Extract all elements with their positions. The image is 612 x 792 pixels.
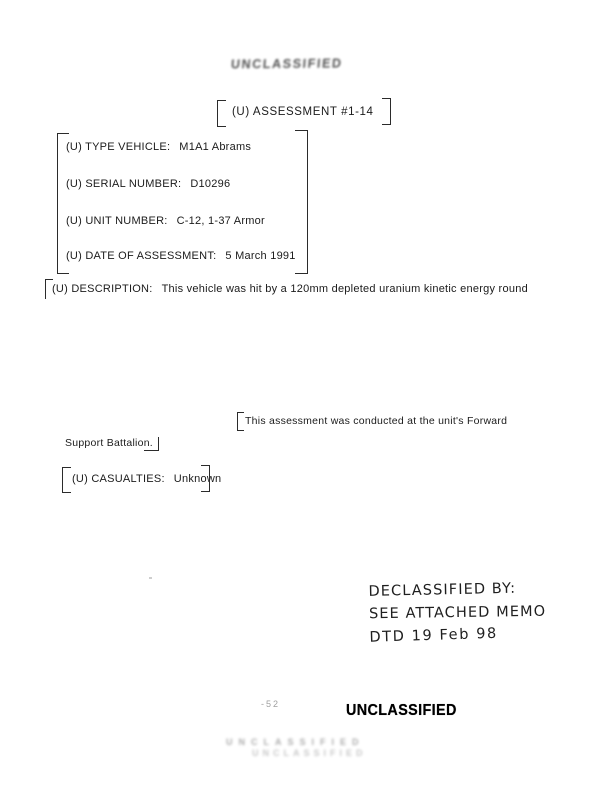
description-label: (U) DESCRIPTION: [52, 283, 153, 295]
bottom-smudge-line2: UNCLASSIFIED [252, 748, 367, 758]
info-block-bracket-right-icon [295, 130, 308, 274]
description-line [52, 283, 528, 295]
scan-artifact-dot [149, 577, 152, 579]
handwritten-line-dtd-date: DTD 19 Feb 98 [369, 625, 499, 646]
casualties-line [72, 473, 221, 485]
assessment-title: (U) ASSESSMENT #1-14 [232, 106, 374, 118]
field-date-of-assessment-label: (U) DATE OF ASSESSMENT: [66, 250, 217, 262]
handwritten-line-see-attached-memo: SEE ATTACHED MEMO [368, 603, 547, 622]
casualties-bracket-right-icon [201, 465, 210, 492]
field-unit-number-label: (U) UNIT NUMBER: [66, 215, 168, 227]
field-date-of-assessment-value: 5 March 1991 [225, 250, 296, 262]
description-text: This vehicle was hit by a 120mm depleted uranium kinetic energy round [161, 283, 528, 295]
top-classification-stamp: UNCLASSIFIED [230, 56, 344, 72]
field-serial-number [66, 178, 230, 190]
handwritten-declassification-note [368, 577, 547, 648]
body-fragment-line2: Support Battalion. [65, 437, 153, 449]
casualties-label: (U) CASUALTIES: [72, 473, 165, 485]
page-number: -52 [261, 699, 281, 709]
title-bracket-left-icon [217, 100, 226, 127]
fragment-bracket-icon [237, 412, 244, 431]
fragment-end-bracket-icon [144, 437, 159, 451]
field-type-vehicle [66, 141, 251, 153]
field-unit-number [66, 215, 265, 227]
field-type-vehicle-label: (U) TYPE VEHICLE: [66, 141, 171, 153]
handwritten-line-declassified-by: DECLASSIFIED BY: [368, 580, 517, 600]
bottom-classification-stamp: UNCLASSIFIED [346, 702, 457, 719]
field-serial-number-value: D10296 [190, 178, 231, 190]
casualties-bracket-left-icon [62, 467, 71, 493]
field-type-vehicle-value: M1A1 Abrams [179, 141, 252, 153]
body-fragment-line1: This assessment was conducted at the unit's Forward [245, 415, 508, 427]
title-bracket-right-icon [382, 98, 391, 125]
field-date-of-assessment [66, 250, 296, 262]
casualties-value: Unknown [173, 473, 222, 485]
bottom-smudge-line1: UNCLASSIFIED [226, 737, 365, 747]
field-serial-number-label: (U) SERIAL NUMBER: [66, 178, 182, 190]
field-unit-number-value: C-12, 1-37 Armor [176, 215, 265, 227]
